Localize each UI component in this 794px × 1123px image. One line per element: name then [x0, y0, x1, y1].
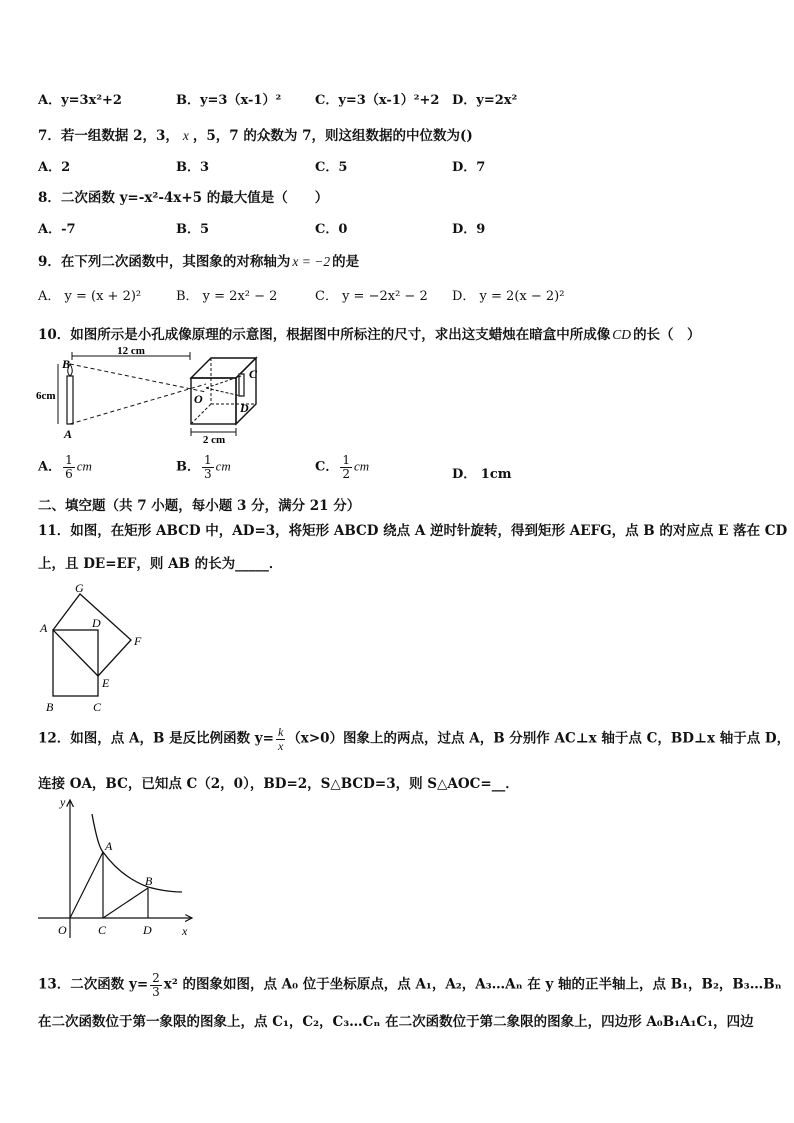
q8-option-c: C．0: [315, 222, 348, 237]
q7-stem: 7．若一组数据 2，3， x ，5，7 的众数为 7，则这组数据的中位数为(): [38, 128, 473, 144]
q9-stem: 9．在下列二次函数中，其图象的对称轴为 x = −2 的是: [38, 254, 360, 270]
q8-option-d: D．9: [452, 222, 486, 237]
q8-option-b: B．5: [176, 222, 210, 237]
q8-stem: 8．二次函数 y=-x²-4x+5 的最大值是（ ）: [38, 190, 329, 206]
label-y: y: [60, 795, 66, 809]
rectangle-rotation-figure: [36, 580, 166, 715]
label-g: G: [75, 581, 84, 595]
ray-bottom: [70, 384, 206, 424]
label-b: B: [62, 357, 71, 371]
label-6cm: 6cm: [36, 390, 56, 402]
label-c: C: [249, 367, 258, 381]
q10-option-a: A． $\frac{1}{6}$ cm: [38, 453, 92, 481]
label-b: B: [46, 700, 54, 714]
q9-option-d: D． y = 2(x − 2)²: [452, 289, 565, 304]
rect-aefg: [53, 594, 131, 676]
q10-option-b: B． $\frac{1}{3}$ cm: [176, 453, 231, 481]
label-d: D: [240, 401, 249, 415]
q9-option-b: B． y = 2x² − 2: [176, 289, 278, 304]
candle: [67, 376, 73, 424]
label-2cm: 2 cm: [202, 434, 226, 446]
q6-option-d: D．y=2x²: [452, 93, 518, 108]
q9-option-a: A． y = (x + 2)²: [38, 289, 142, 304]
q13-line1: 13．二次函数 y= $\frac{2}{3}$ x² 的图象如图，点 A₀ 位于坐标原点，点 A₁，A₂，A₃…Aₙ 在 y 轴的正半轴上，点 B₁，B₂，B₃…Bₙ: [38, 971, 782, 999]
section-title: 二、填空题（共 7 小题，每小题 3 分，满分 21 分）: [38, 498, 361, 514]
q11-line1: 11．如图，在矩形 ABCD 中，AD=3，将矩形 ABCD 绕点 A 逆时针旋转，得到矩形 AEFG，点 B 的对应点 E 落在 CD: [38, 523, 788, 539]
box-hidden-edge-1: [191, 404, 211, 424]
label-f: F: [134, 634, 142, 648]
ray-top: [70, 364, 206, 392]
label-c: C: [93, 700, 102, 714]
segment-bc: [103, 888, 148, 918]
q11-line2: 上，且 DE=EF，则 AB 的长为_____．: [38, 556, 283, 572]
label-x: x: [182, 924, 188, 938]
q12-line1: 12．如图，点 A，B 是反比例函数 y= $\frac{k}{x}$ （x>0）图象上的两点，过点 A，B 分别作 AC⊥x 轴于点 C，BD⊥x 轴于点 D，: [38, 725, 791, 753]
q9-option-c: C． y = −2x² − 2: [315, 289, 428, 304]
label-o: O: [58, 923, 67, 937]
hyperbola-curve: [92, 814, 182, 892]
q7-option-c: C．5: [315, 160, 348, 175]
label-e: E: [102, 676, 110, 690]
pinhole-camera-figure: [36, 346, 276, 446]
label-c: C: [98, 923, 107, 937]
label-b: B: [145, 874, 153, 888]
label-d: D: [92, 616, 101, 630]
q7-option-d: D．7: [452, 160, 486, 175]
q6-option-c: C．y=3（x-1）²+2: [315, 93, 440, 108]
q12-line2: 连接 OA，BC，已知点 C（2，0），BD=2，S△BCD=3，则 S△AOC=__．: [38, 776, 519, 792]
image-cd: [239, 374, 244, 396]
label-a: A: [64, 427, 73, 441]
q6-option-b: B．y=3（x-1）²: [176, 93, 282, 108]
q7-option-a: A．2: [38, 160, 71, 175]
q6-option-a: A．y=3x²+2: [38, 93, 122, 108]
q8-option-a: A．-7: [38, 222, 76, 237]
inverse-function-figure: [36, 792, 206, 944]
q10-option-d: D． 1cm: [452, 467, 512, 482]
q7-option-b: B．3: [176, 160, 210, 175]
rect-abcd: [53, 630, 98, 696]
q10-stem: 10．如图所示是小孔成像原理的示意图，根据图中所标注的尺寸，求出这支蜡烛在暗盒中所成像 CD 的长（ ）: [38, 327, 701, 343]
label-12cm: 12 cm: [117, 346, 145, 357]
label-o: O: [194, 392, 203, 406]
q13-line2: 在二次函数位于第一象限的图象上，点 C₁，C₂，C₃…Cₙ 在二次函数位于第二象限的图象上，四边形 A₀B₁A₁C₁，四边: [38, 1014, 754, 1030]
label-d: D: [143, 923, 152, 937]
label-a: A: [105, 839, 113, 853]
label-a: A: [40, 621, 48, 635]
segment-oa: [70, 852, 103, 918]
q10-option-c: C． $\frac{1}{2}$ cm: [315, 453, 370, 481]
